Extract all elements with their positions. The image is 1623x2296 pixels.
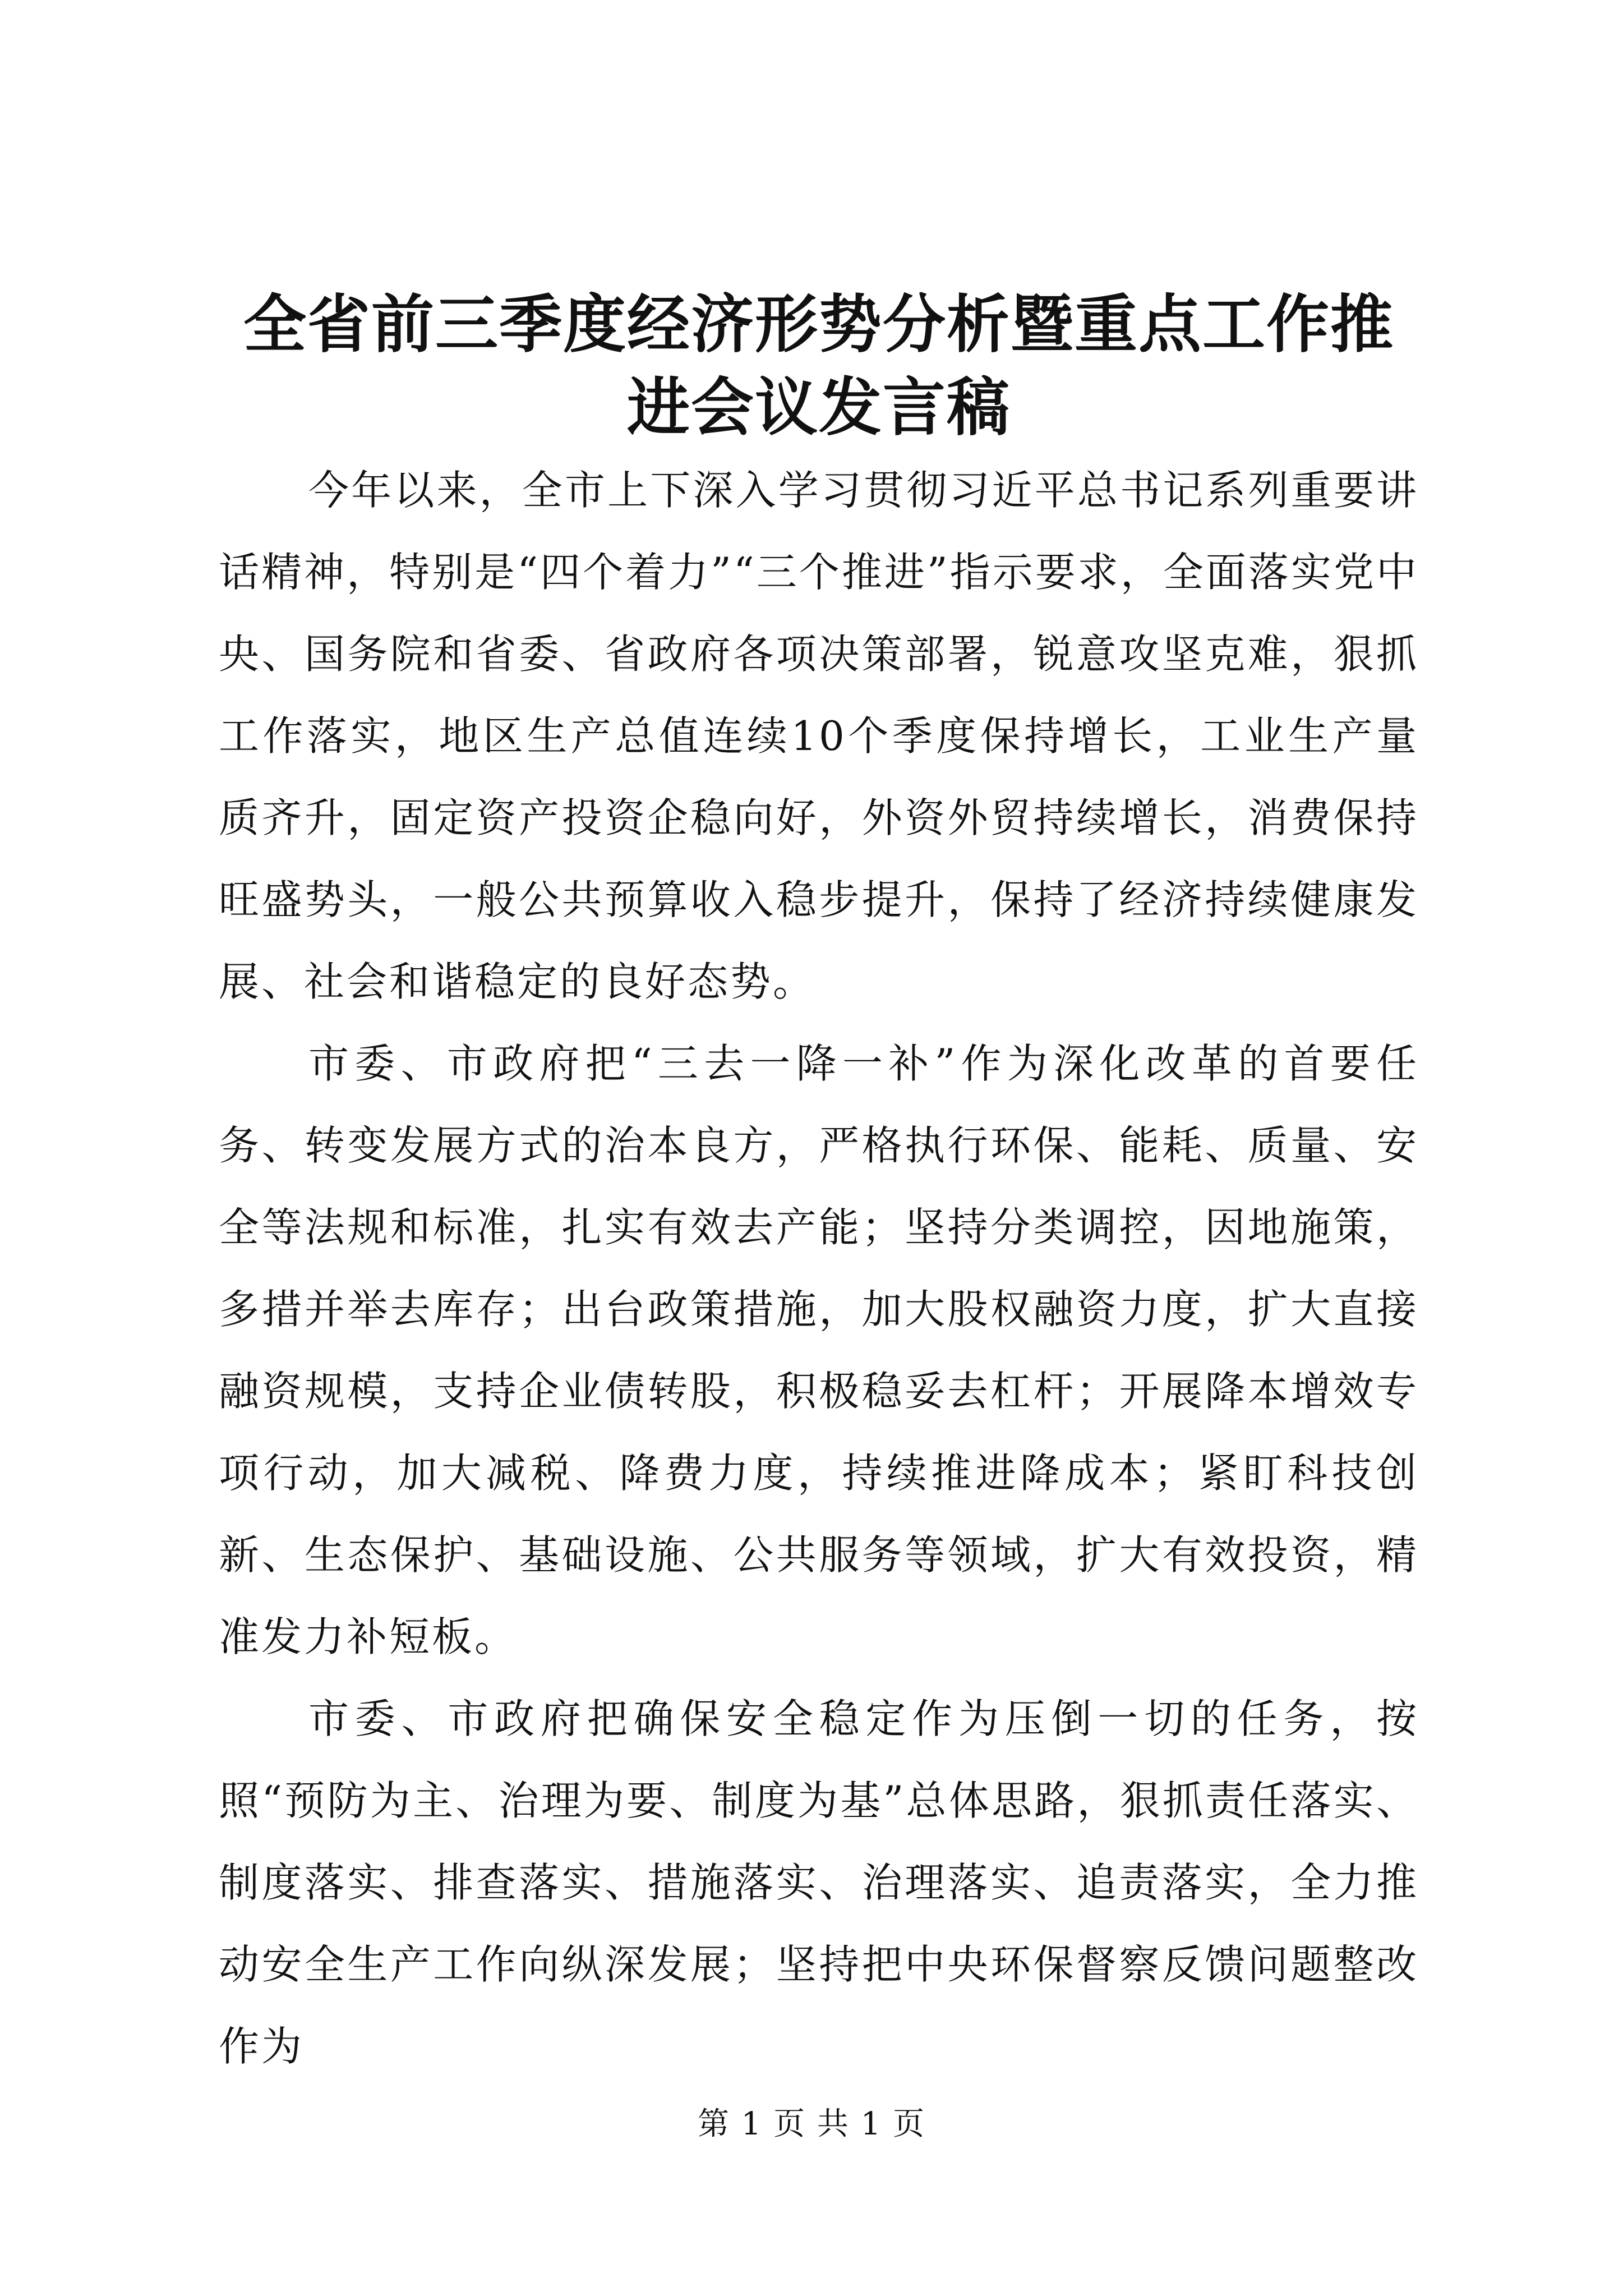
paragraph-3: 市委、市政府把确保安全稳定作为压倒一切的任务，按照“预防为主、治理为要、制度为基”总体思路，狠抓责任落实、制度落实、排查落实、措施落实、治理落实、追责落实，全力推动安全生产工作向纵深发展；坚持把中央环保督察反馈问题整改作为 (219, 1695, 1419, 2070)
page-footer: 第 1 页 共 1 页 (697, 2106, 926, 2142)
document-title: 全省前三季度经济形势分析暨重点工作推进会议发言稿 (243, 288, 1394, 444)
document-body (219, 283, 1419, 2087)
paragraph-2: 市委、市政府把“三去一降一补”作为深化改革的首要任务、转变发展方式的治本良方，严格执行环保、能耗、质量、安全等法规和标准，扎实有效去产能；坚持分类调控，因地施策，多措并举去库存；出台政策措施，加大股权融资力度，扩大直接融资规模，支持企业债转股，积极稳妥去杠杆；开展降本增效专项行动，加大减税、降费力度，持续推进降成本；紧盯科技创新、生态保护、基础设施、公共服务等领域，扩大有效投资，精准发力补短板。 (219, 1040, 1419, 1660)
paragraph-1: 今年以来，全市上下深入学习贯彻习近平总书记系列重要讲话精神，特别是“四个着力”“三个推进”指示要求，全面落实党中央、国务院和省委、省政府各项决策部署，锐意攻坚克难，狠抓工作落实，地区生产总值连续10个季度保持增长，工业生产量质齐升，固定资产投资企稳向好，外资外贸持续增长，消费保持旺盛势头，一般公共预算收入稳步提升，保持了经济持续健康发展、社会和谐稳定的良好态势。 (219, 467, 1419, 1005)
